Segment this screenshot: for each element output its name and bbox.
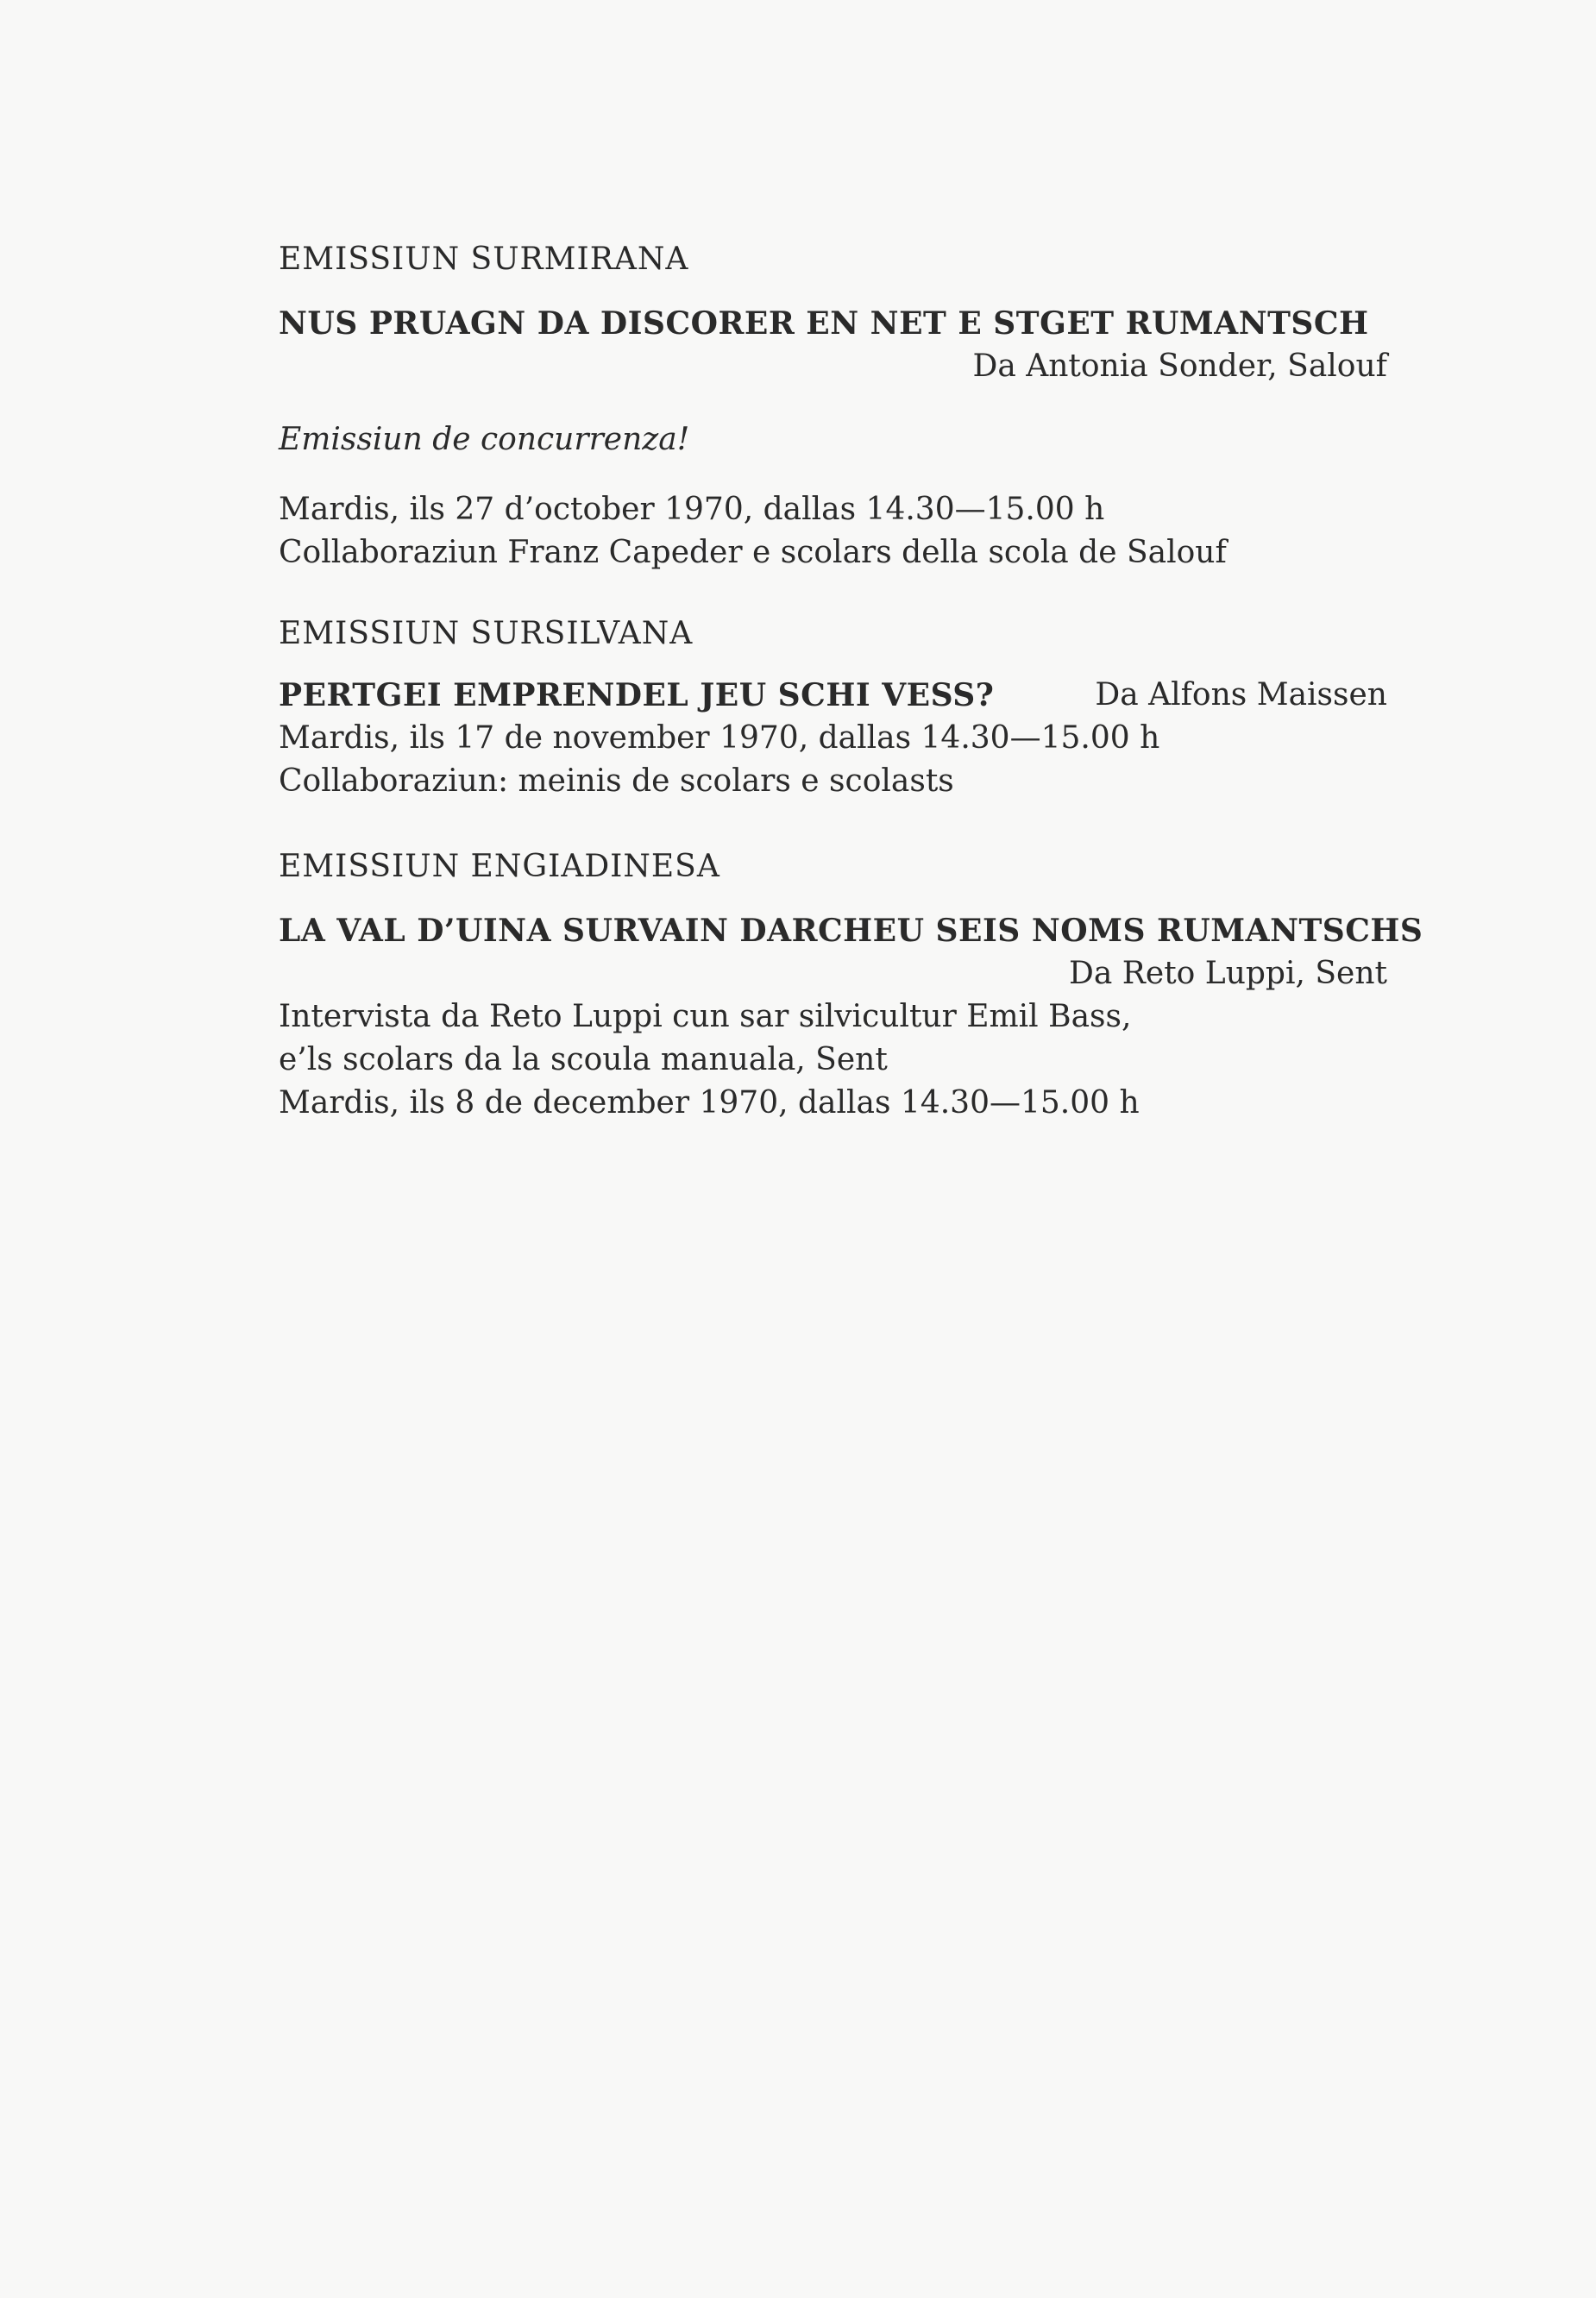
section-surmirana-title-block (279, 302, 1387, 388)
program-detail-line: e’ls scolars da la scoula manuala, Sent (279, 1042, 888, 1077)
program-author: Da Alfons Maissen (1095, 677, 1387, 713)
program-title: PERTGEI EMPRENDEL JEU SCHI VESS? (279, 677, 995, 713)
program-detail-line: Mardis, ils 17 de november 1970, dallas 14.30—15.00 h (279, 720, 1160, 756)
section-surmirana-note-block (279, 418, 1387, 461)
program-detail-line: Collaboraziun Franz Capeder e scolars della scola de Salouf (279, 535, 1227, 570)
section-heading: EMISSIUN SURSILVANA (279, 616, 694, 651)
section-surmirana (279, 238, 1387, 281)
section-engiadinesa (279, 845, 1387, 888)
program-detail-line: Mardis, ils 8 de december 1970, dallas 14.30—15.00 h (279, 1085, 1140, 1121)
program-author: Da Antonia Sonder, Salouf (972, 348, 1387, 384)
section-sursilvana-title-block (279, 674, 1387, 803)
section-heading: EMISSIUN ENGIADINESA (279, 849, 720, 884)
section-heading: EMISSIUN SURMIRANA (279, 242, 689, 277)
program-title: LA VAL D’UINA SURVAIN DARCHEU SEIS NOMS RUMANTSCHS (279, 913, 1423, 949)
program-detail-line: Intervista da Reto Luppi cun sar silvicultur Emil Bass, (279, 999, 1132, 1034)
program-detail-line: Mardis, ils 27 d’october 1970, dallas 14.30—15.00 h (279, 492, 1105, 527)
program-note: Emissiun de concurrenza! (279, 422, 690, 457)
section-sursilvana (279, 612, 1387, 656)
section-surmirana-details (279, 488, 1387, 574)
program-author: Da Reto Luppi, Sent (1069, 956, 1387, 991)
program-title: NUS PRUAGN DA DISCORER EN NET E STGET RUMANTSCH (279, 305, 1369, 342)
section-engiadinesa-title-block (279, 909, 1423, 1125)
program-detail-line: Collaboraziun: meinis de scolars e scolasts (279, 763, 954, 799)
program-title-row (279, 674, 1387, 717)
